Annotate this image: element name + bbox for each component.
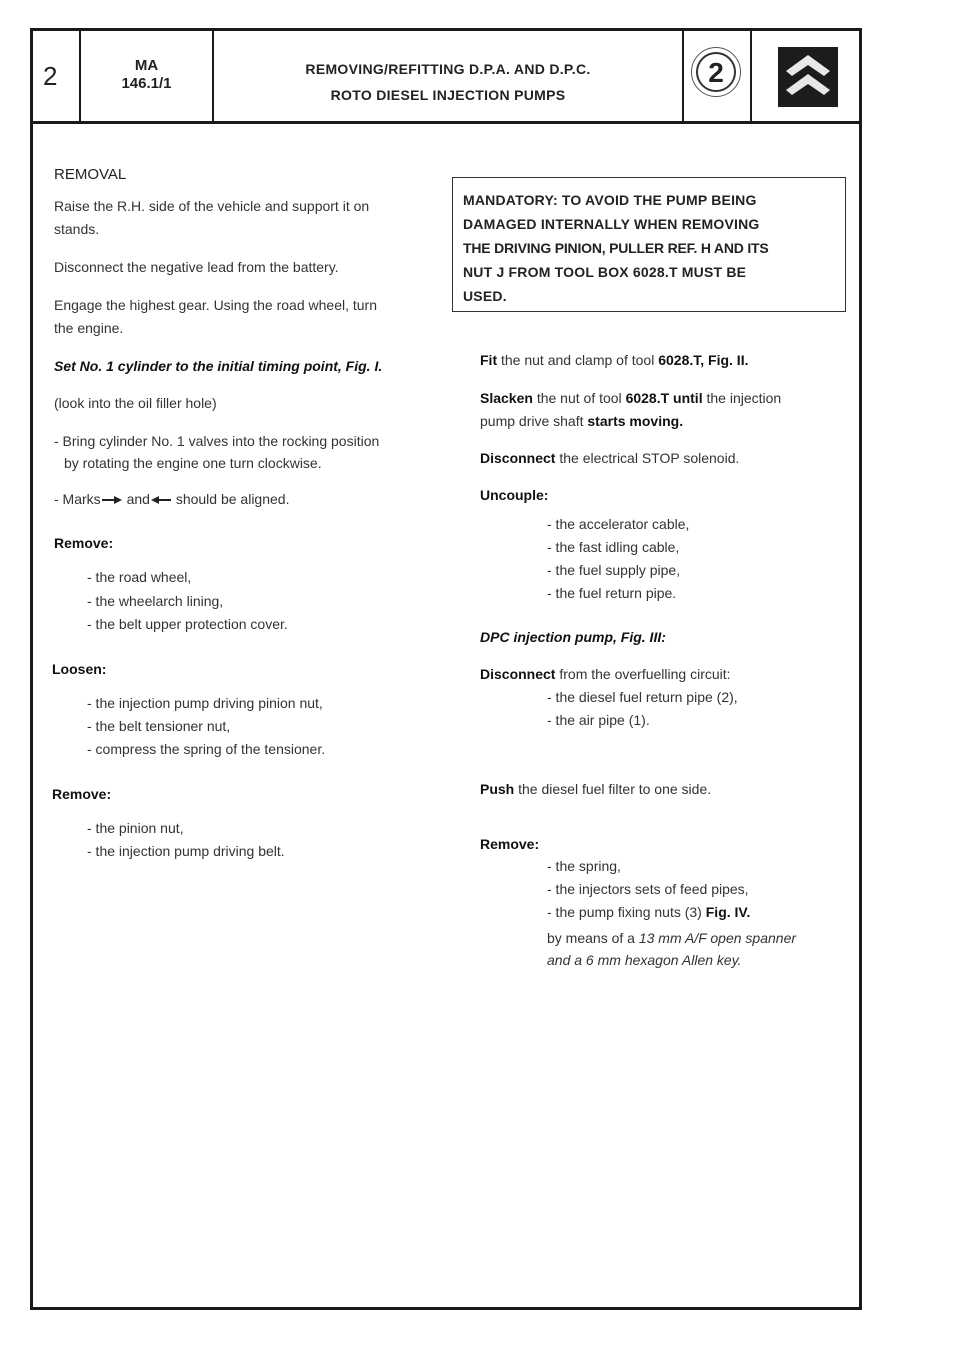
remove2-item: - the injection pump driving belt. [87,843,285,859]
page-header [33,31,859,124]
remove-item3-fig: Fig. IV. [705,904,751,920]
slacken-tool-ref: 6028.T until [625,390,703,406]
disconnect-verb: Disconnect [480,450,556,466]
means-line-2: and a 6 mm hexagon Allen key. [547,952,742,968]
loosen-item: - compress the spring of the tensioner. [87,741,326,757]
title-cell [214,31,684,121]
disconnect2-item: - the diesel fuel return pipe (2), [547,689,738,705]
slacken-text: the nut of tool [536,390,622,406]
dpc-pump-heading: DPC injection pump, Fig. III: [480,629,666,645]
remove1-item: - the belt upper protection cover. [87,616,288,632]
loosen-label: Loosen: [52,661,107,677]
look-oil-filler-text: (look into the oil filler hole) [54,395,217,411]
mandatory-line: THE DRIVING PINION, PULLER REF. H AND ITS [463,240,769,256]
raise-line-1: Raise the R.H. side of the vehicle and support it on [54,198,370,214]
section-number: 2 [43,61,58,91]
slacken-line2-text: pump drive shaft [480,413,584,429]
removal-heading: REMOVAL [54,166,127,183]
means-prefix: by means of a [547,930,635,946]
code-line-1: MA [134,57,159,74]
disconnect2-verb: Disconnect [480,666,556,682]
slacken-instruction-line-2 [480,411,683,432]
disconnect-battery-text: Disconnect the negative lead from the battery. [54,259,339,275]
document-code-cell [81,31,214,121]
marks-prefix: - Marks [54,491,101,507]
remove-right-item-3 [547,902,750,923]
disconnect-text: the electrical STOP solenoid. [559,450,740,466]
remove-right-item: - the injectors sets of feed pipes, [547,881,749,897]
uncouple-item: - the accelerator cable, [547,516,690,532]
title-line-2: ROTO DIESEL INJECTION PUMPS [330,87,566,103]
disconnect-solenoid-instruction [480,448,739,469]
mandatory-line: MANDATORY: TO AVOID THE PUMP BEING [463,192,757,208]
uncouple-item: - the fuel supply pipe, [547,562,681,578]
push-verb: Push [480,781,515,797]
arrow-right-icon [101,495,123,505]
slacken-verb: Slacken [480,390,533,406]
marks-suffix: should be aligned. [175,491,290,507]
logo-cell [752,31,859,121]
disconnect-overfuelling-instruction [480,664,731,685]
slacken-instruction-line-1 [480,388,781,409]
marks-aligned-text [54,489,289,510]
means-line-1 [547,928,796,949]
slacken-line2-bold: starts moving. [587,413,684,429]
badge-cell [684,31,752,121]
title-line-1: REMOVING/REFITTING D.P.A. AND D.P.C. [305,61,591,77]
disconnect2-text: from the overfuelling circuit: [559,666,731,682]
section-number-cell [33,31,81,121]
remove-label-right: Remove: [480,836,540,852]
slacken-tail: the injection [706,390,782,406]
remove-label-2: Remove: [52,786,112,802]
push-text: the diesel fuel filter to one side. [518,781,712,797]
mandatory-line: NUT J FROM TOOL BOX 6028.T MUST BE [463,264,747,280]
engage-line-1: Engage the highest gear. Using the road wheel, turn [54,297,377,313]
fit-text: the nut and clamp of tool [501,352,655,368]
fit-verb: Fit [480,352,498,368]
raise-line-2: stands. [54,221,100,237]
uncouple-label: Uncouple: [480,487,549,503]
mandatory-line: DAMAGED INTERNALLY WHEN REMOVING [463,216,760,232]
citroen-double-chevron-icon [778,47,838,107]
uncouple-item: - the fast idling cable, [547,539,680,555]
disconnect2-item: - the air pipe (1). [547,712,650,728]
diesel-number-badge: 2 [696,52,736,92]
remove1-item: - the road wheel, [87,569,192,585]
remove-right-item: - the spring, [547,858,621,874]
remove-label-1: Remove: [54,535,114,551]
loosen-item: - the injection pump driving pinion nut, [87,695,323,711]
fit-instruction [480,350,748,371]
marks-and: and [126,491,150,507]
mandatory-line: USED. [463,288,507,304]
set-cylinder-instruction: Set No. 1 cylinder to the initial timing point, Fig. I. [54,358,383,374]
bring-cylinder-line-1: - Bring cylinder No. 1 valves into the rocking position [54,433,380,449]
uncouple-item: - the fuel return pipe. [547,585,677,601]
mandatory-warning-box [452,177,846,312]
remove2-item: - the pinion nut, [87,820,184,836]
arrow-left-icon [150,495,172,505]
remove-item3-text: - the pump fixing nuts (3) [547,904,702,920]
bring-cylinder-line-2: by rotating the engine one turn clockwise. [64,455,322,471]
fit-tool-ref: 6028.T, Fig. II. [658,352,749,368]
loosen-item: - the belt tensioner nut, [87,718,231,734]
code-line-2: 146.1/1 [121,75,172,92]
means-spanner: 13 mm A/F open spanner [638,930,797,946]
push-filter-instruction [480,779,711,800]
engage-line-2: the engine. [54,320,124,336]
remove1-item: - the wheelarch lining, [87,593,224,609]
